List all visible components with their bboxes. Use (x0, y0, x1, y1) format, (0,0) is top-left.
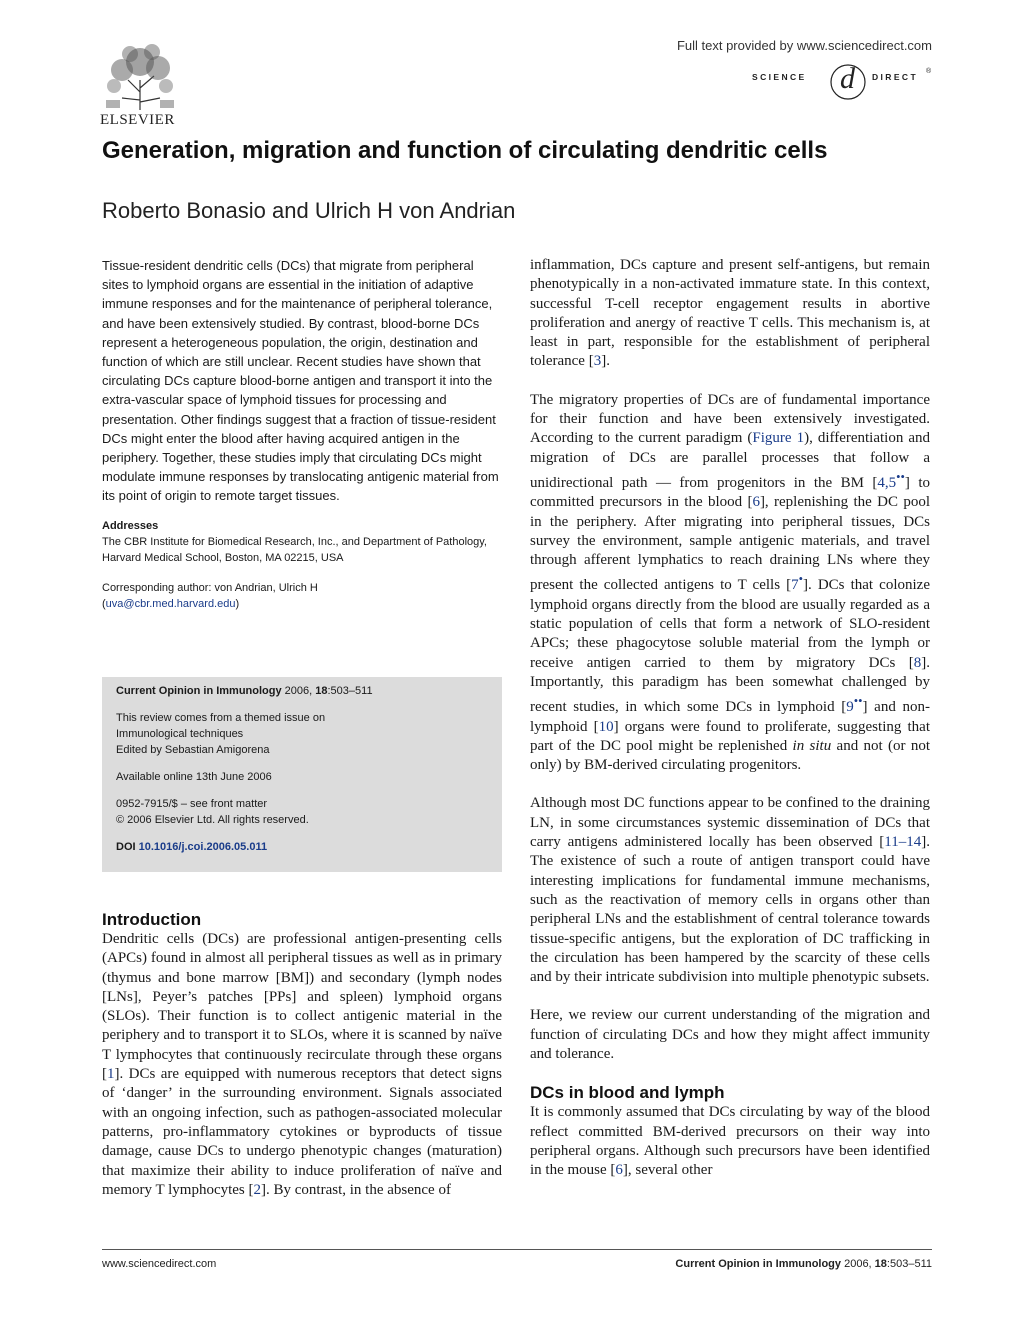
footer-pages: :503–511 (886, 1258, 932, 1270)
publisher-name: ELSEVIER (100, 112, 175, 128)
citation-link[interactable] (877, 469, 905, 491)
citation-number: 9 (846, 699, 854, 716)
abstract: Tissue-resident dendritic cells (DCs) that migrate from peripheral sites to lymphoid organs are essential in the initiation of adaptive immune responses and for the maintenance of peripheral tolerance, and have been extensively studied. By contrast, blood-borne DCs represent a heterogeneous population, the origin, destination and function of which are still unclear. Recent studies have shown that circulating DCs capture blood-borne antigen and transport it into the extra-vascular space of lymphoid tissues for processing and presentation. Other findings suggest that a fraction of tissue-resident DCs might enter the blood after having acquired antigen in the periphery. Together, these studies imply that circulating DCs might modulate immune responses by translocating antigenic material from its point of origin to remote target tissues. (102, 258, 499, 504)
citation-star: •• (853, 694, 863, 709)
intro-text: ]. By contrast, in the absence of (261, 1181, 451, 1198)
body-text: It is commonly assumed that DCs circulating by way of the blood reflect committed BM-derived precursors on their way into peripheral organs. Although such precursors have been identified in the mouse [ (530, 1104, 930, 1179)
intro-text: Dendritic cells (DCs) are professional antigen-presenting cells (APCs) found in almost all peripheral tissues as well as in primary (thymus and bone marrow [BM]) and secondary (lymph nodes [LNs], Peyer’s patches [PPs] and spleen) lymphoid organs (SLOs). Their function is to collect antigenic material in the periphery and to transport it to SLOs, where it is scanned by naïve T lymphocytes that continuously recirculate through these organs [ (102, 931, 502, 1083)
copyright-block (116, 796, 488, 828)
doi-link[interactable]: 10.1016/j.coi.2006.05.011 (138, 841, 268, 853)
body-text: ], replenishing the DC pool in the periphery. After migrating into peripheral tissues, DCs survey the environment, sample antigenic materials, and travel through afferent lymphatics to reach draining LNs where they present the collected antigens to T cells [ (530, 494, 930, 594)
doi-line (116, 839, 488, 855)
footer-year: 2006, (841, 1258, 875, 1270)
footer-volume: 18 (874, 1258, 887, 1270)
elsevier-tree-icon (100, 40, 180, 112)
intro-text: ]. DCs are equipped with numerous receptors that detect signs of ‘danger’ in the surrounding environment. Signals associated with an ongoing infection, such as pathogen-associated molecular patterns, pro-inflammatory cytokines or byproducts of tissue damage, cause DCs to undergo phenotypic changes (maturation) that maximize their ability to induce proliferation of naïve and memory T lymphocytes [ (102, 1066, 502, 1198)
body-text: and not (or not only) by BM-derived circulating progenitors. (530, 737, 930, 774)
body-text: Although most DC functions appear to be confined to the draining LN, in some circumstances systemic dissemination of DCs that carry antigens administered locally has been observed [ (530, 795, 930, 851)
citation-link[interactable]: 3 (593, 353, 602, 370)
right-column (530, 256, 930, 1199)
article-info-box (102, 677, 502, 872)
citation-link[interactable] (846, 694, 863, 716)
citation-number: 7 (791, 577, 799, 594)
footer-journal: Current Opinion in Immunology (675, 1258, 842, 1270)
introduction-heading: Introduction (102, 910, 202, 929)
sd-direct-word: DIRECT (872, 72, 919, 82)
introduction-section (102, 910, 502, 1200)
introduction-paragraph (102, 930, 502, 1200)
footer-rule (102, 1249, 932, 1250)
article-title: Generation, migration and function of circulating dendritic cells (102, 137, 828, 164)
citation-star: • (798, 572, 804, 587)
body-text: ] to committed precursors in the blood [ (530, 474, 930, 511)
paragraph-migration (530, 391, 930, 776)
italic-term: in situ (792, 737, 832, 754)
body-text: ]. Importantly, this paradigm has been somewhat challenged by recent studies, in which some DCs in lymphoid [ (530, 654, 930, 716)
journal-volume: 18 (315, 685, 328, 697)
citation-link[interactable]: 6 (752, 494, 760, 511)
journal-citation (116, 683, 488, 699)
paragraph-dissemination (530, 794, 930, 987)
citation-link[interactable]: 11–14 (884, 834, 922, 851)
addresses-heading: Addresses (102, 519, 159, 532)
body-text: ] organs were found to proliferate, suggesting that part of the DC pool might be replenished (530, 718, 930, 754)
abstract-column (102, 256, 502, 612)
body-text: ), differentiation and migration of DCs are parallel processes that follow a unidirectional path — from progenitors in the BM [ (530, 430, 930, 491)
themed-issue-topic: Immunological techniques (116, 728, 244, 740)
sd-science-word: SCIENCE (752, 72, 807, 82)
journal-year: 2006, (281, 685, 316, 697)
body-text: ], several other (622, 1162, 713, 1179)
citation-star: •• (896, 469, 905, 484)
footer-citation (675, 1258, 932, 1270)
footer-website[interactable]: www.sciencedirect.com (102, 1258, 217, 1270)
article-authors: Roberto Bonasio and Ulrich H von Andrian (102, 198, 516, 223)
journal-name: Current Opinion in Immunology (116, 685, 282, 697)
citation-link[interactable]: 10 (598, 718, 614, 735)
body-text: ] and non-lymphoid [ (530, 699, 930, 735)
author-email-link[interactable]: uva@cbr.med.harvard.edu (105, 597, 236, 610)
body-text: ]. DCs that colonize lymphoid organs directly from the blood are usually regarded as a static population of cells that form a network of SLO-resident APCs; these phagocytose soluble material from the lymph or receive antigen carried to them by migratory DCs [ (530, 577, 930, 671)
body-text: inflammation, DCs capture and present self-antigens, but remain phenotypically in a non-activated immature state. In this context, successful T-cell receptor engagement results in abortive proliferation and anergy of reactive T cells. This mechanism is, at least in part, responsible for the establishment of peripheral tolerance [ (530, 257, 930, 370)
citation-link[interactable] (791, 572, 804, 594)
journal-pages: :503–511 (327, 685, 373, 697)
copyright: © 2006 Elsevier Ltd. All rights reserved. (116, 814, 309, 826)
paragraph-tolerance (530, 256, 930, 372)
themed-issue-line: This review comes from a themed issue on (116, 712, 326, 724)
figure-link[interactable]: Figure 1 (752, 430, 805, 447)
corresponding-author-name: Corresponding author: von Andrian, Ulrich H (102, 581, 318, 594)
available-online: Available online 13th June 2006 (116, 771, 272, 783)
dcs-blood-lymph-heading: DCs in blood and lymph (530, 1083, 725, 1103)
citation-number: 4,5 (877, 474, 897, 491)
body-text: The migratory properties of DCs are of fundamental importance for their function and have been extensively investigated. According to the current paradigm ( (530, 391, 930, 447)
citation-link[interactable]: 2 (253, 1181, 262, 1198)
body-text: ]. (601, 353, 610, 370)
citation-link[interactable]: 1 (107, 1066, 115, 1083)
fulltext-notice: Full text provided by www.sciencedirect.com (676, 38, 932, 53)
paragraph-blood-dcs (530, 1103, 930, 1180)
sd-mark-letter: d (840, 62, 855, 95)
citation-link[interactable]: 8 (913, 654, 922, 671)
themed-issue-editor: Edited by Sebastian Amigorena (116, 744, 270, 756)
paragraph-review-scope: Here, we review our current understanding of the migration and function of circulating DCs and how they might affect immunity and tolerance. (530, 1007, 930, 1062)
body-text: ]. The existence of such a route of antigen transport could have interesting implications for fundamental immune mechanisms, such as the reactivation of memory cells in organs other than peripheral LNs and the establishment of central tolerance towards tissue-specific antigens, but the exploration of DC trafficking in the circulation has been hampered by the scarcity of these cells and by their intricate subdivision into multiple phenotypic subsets. (530, 834, 930, 986)
addresses: The CBR Institute for Biomedical Research, Inc., and Department of Pathology, Harvard Medical School, Boston, MA 02215, USA (102, 535, 487, 564)
elsevier-logo (100, 40, 180, 128)
corresponding-author: Corresponding author: von Andrian, Ulrich H (uva@cbr.med.harvard.edu) (102, 581, 318, 610)
citation-link[interactable]: 6 (615, 1162, 623, 1179)
sciencedirect-logo (692, 60, 932, 104)
doi-label: DOI (116, 841, 136, 853)
sd-registered-mark: ® (926, 68, 932, 75)
issn: 0952-7915/$ – see front matter (116, 798, 268, 810)
themed-issue (116, 710, 488, 758)
